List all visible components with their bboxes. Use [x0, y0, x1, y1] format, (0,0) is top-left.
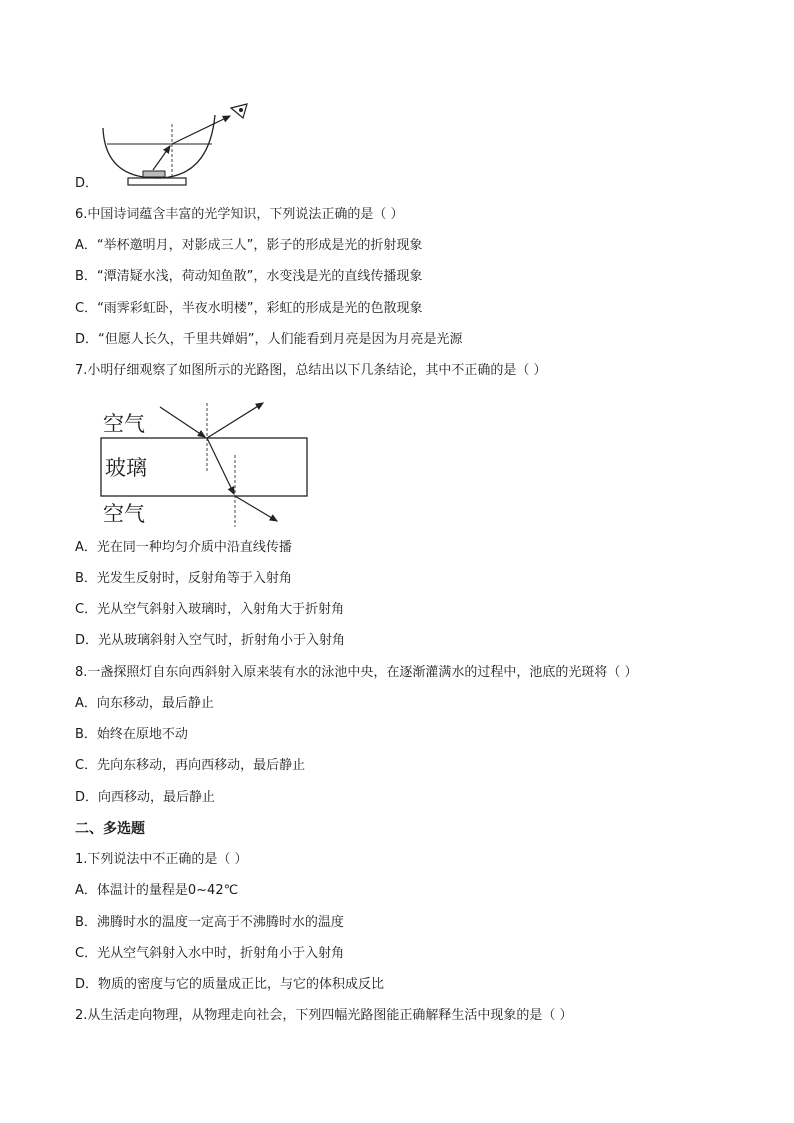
mq2-stem: 2.从生活走向物理，从物理走向社会，下列四幅光路图能正确解释生活中现象的是（ ） — [75, 1008, 573, 1023]
label-glass: 玻璃 — [105, 456, 147, 480]
q6-option-c: C．“雨霁彩虹卧，半夜水明楼”，彩虹的形成是光的色散现象 — [75, 301, 423, 316]
q8-option-a: A．向东移动，最后静止 — [75, 696, 214, 711]
bowl-refraction-figure — [95, 100, 265, 192]
mq1-option-b: B．沸腾时水的温度一定高于不沸腾时水的温度 — [75, 915, 344, 930]
q6-option-d: D．“但愿人长久，千里共婵娟”，人们能看到月亮是因为月亮是光源 — [75, 332, 463, 347]
mq1-option-d: D．物质的密度与它的质量成正比，与它的体积成反比 — [75, 977, 385, 992]
mq1-option-c: C．光从空气斜射入水中时，折射角小于入射角 — [75, 946, 345, 961]
q8-option-b: B．始终在原地不动 — [75, 727, 188, 742]
q8-option-d: D．向西移动，最后静止 — [75, 790, 216, 805]
label-top-air: 空气 — [103, 412, 145, 436]
q7-option-a: A．光在同一种均匀介质中沿直线传播 — [75, 540, 292, 555]
label-bottom-air: 空气 — [103, 502, 145, 526]
section-heading-multi-choice: 二、多选题 — [75, 821, 145, 837]
q8-stem: 8.一盏探照灯自东向西斜射入原来装有水的泳池中央，在逐渐灌满水的过程中，池底的光斑将（ ） — [75, 665, 638, 680]
mq1-stem: 1.下列说法中不正确的是（ ） — [75, 852, 248, 867]
prev-option-d: D． — [75, 176, 99, 191]
q8-option-c: C．先向东移动，再向西移动，最后静止 — [75, 758, 306, 773]
q7-stem: 7.小明仔细观察了如图所示的光路图，总结出以下几条结论，其中不正确的是（ ） — [75, 363, 547, 378]
q6-option-b: B．“潭清疑水浅，荷动知鱼散”，水变浅是光的直线传播现象 — [75, 269, 423, 284]
q7-option-c: C．光从空气斜射入玻璃时，入射角大于折射角 — [75, 602, 345, 617]
glass-refraction-figure — [95, 395, 315, 530]
q7-option-b: B．光发生反射时，反射角等于入射角 — [75, 571, 292, 586]
q6-stem: 6.中国诗词蕴含丰富的光学知识，下列说法正确的是（ ） — [75, 207, 404, 222]
mq1-option-a: A．体温计的量程是0~42℃ — [75, 883, 239, 898]
eye-icon — [231, 104, 247, 118]
q6-option-a: A．“举杯邀明月，对影成三人”，影子的形成是光的折射现象 — [75, 238, 423, 253]
q7-option-d: D．光从玻璃斜射入空气时，折射角小于入射角 — [75, 633, 346, 648]
